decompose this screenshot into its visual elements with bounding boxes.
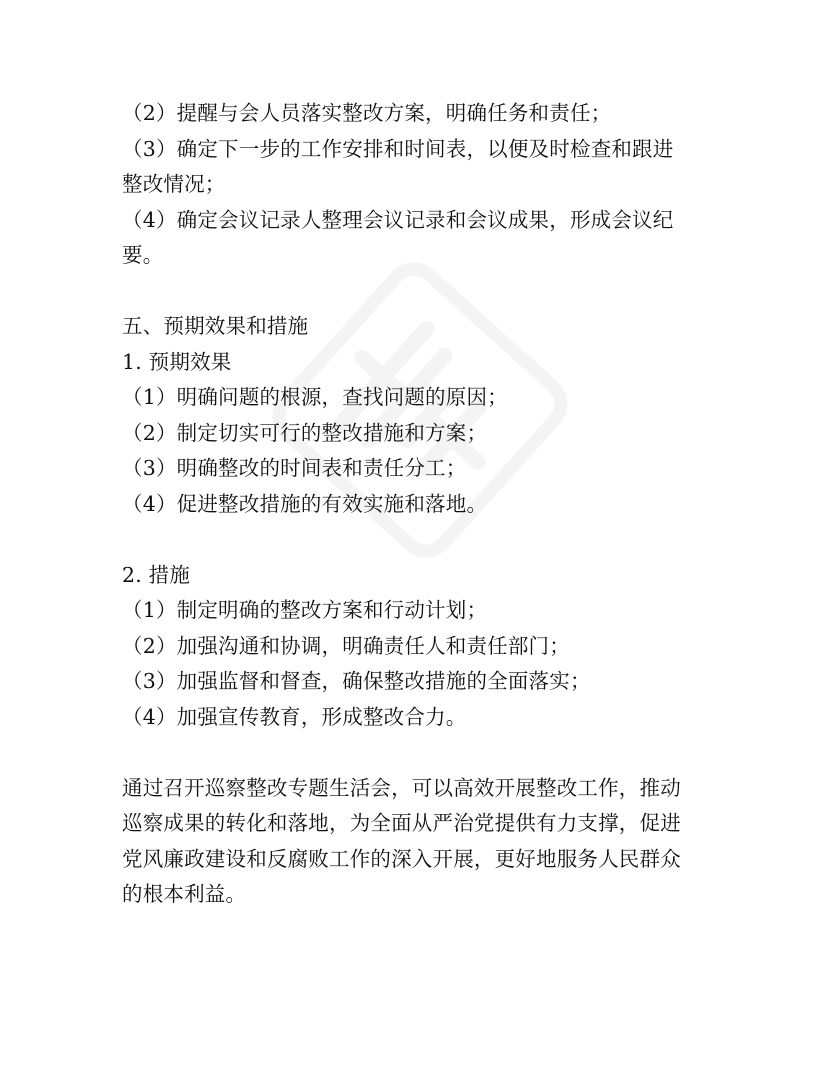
closing-paragraph-line: 通过召开巡察整改专题生活会，可以高效开展整改工作，推动	[122, 775, 681, 800]
list-item: （1）明确问题的根源，查找问题的原因；	[122, 385, 508, 409]
list-item: （3）明确整改的时间表和责任分工；	[122, 456, 467, 480]
list-item: （3）加强监督和督查，确保整改措施的全面落实；	[122, 669, 591, 693]
paragraph-line: （4）确定会议记录人整理会议记录和会议成果，形成会议纪	[122, 207, 674, 232]
closing-paragraph-line: 巡察成果的转化和落地，为全面从严治党提供有力支撑，促进	[122, 811, 681, 835]
paragraph-line: （2）提醒与会人员落实整改方案，明确任务和责任；	[122, 101, 612, 125]
closing-paragraph-line: 党风廉政建设和反腐败工作的深入开展，更好地服务人民群众	[122, 846, 681, 871]
subsection-heading: 2. 措施	[122, 562, 191, 587]
blank-line	[122, 522, 712, 558]
section-heading: 五、预期效果和措施	[122, 314, 309, 338]
blank-line	[122, 735, 712, 771]
list-item: （4）加强宣传教育，形成整改合力。	[122, 704, 467, 729]
blank-line	[122, 274, 712, 310]
list-item: （2）制定切实可行的整改措施和方案；	[122, 420, 488, 445]
document-body	[122, 96, 712, 913]
paragraph-line: 要。	[122, 243, 164, 267]
closing-paragraph-line: 的根本利益。	[122, 882, 247, 906]
subsection-heading: 1. 预期效果	[122, 349, 232, 374]
list-item: （1）制定明确的整改方案和行动计划；	[122, 598, 488, 622]
list-item: （4）促进整改措施的有效实施和落地。	[122, 491, 488, 516]
paragraph-line: 整改情况；	[122, 172, 226, 196]
list-item: （2）加强沟通和协调，明确责任人和责任部门；	[122, 633, 570, 658]
paragraph-line: （3）确定下一步的工作安排和时间表，以便及时检查和跟进	[122, 136, 674, 161]
